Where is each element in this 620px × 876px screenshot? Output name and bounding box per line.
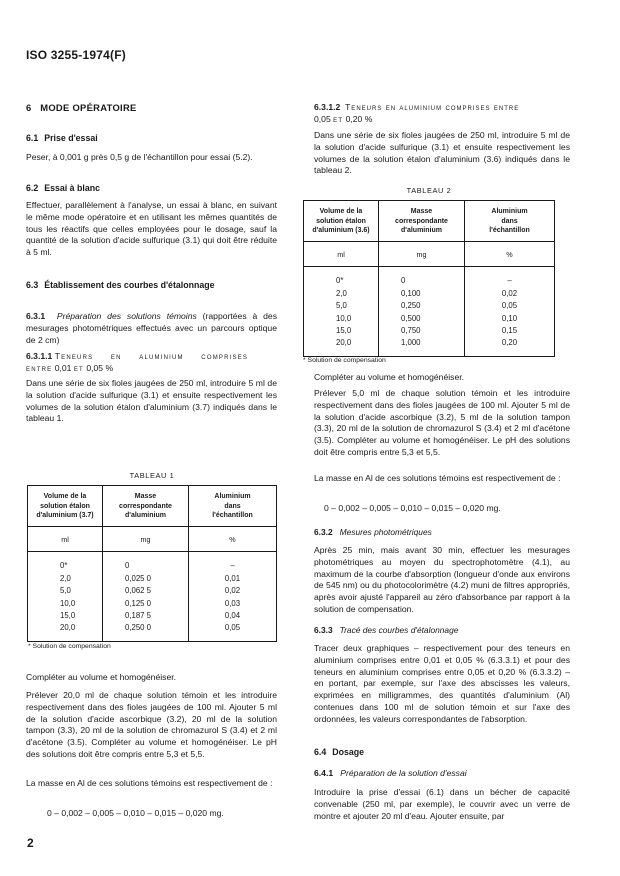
table-cell: 0,500 xyxy=(401,313,421,323)
right-masse-text: La masse en Al de ces solutions témoins est respectivement de : xyxy=(314,473,561,483)
table-cell: 0 xyxy=(125,561,130,571)
section-6-3-1-text xyxy=(26,311,277,346)
right-complete-text: Compléter au volume et homogénéiser. xyxy=(314,372,464,382)
section-title: Teneurs en aluminium comprises entre xyxy=(345,102,520,112)
table-cell: 15,0 xyxy=(336,326,352,335)
title-part: 0,05 xyxy=(314,113,334,124)
table-cell: 0,250 xyxy=(401,301,421,311)
table-cell: 0,04 xyxy=(224,611,241,620)
section-number: 6.3.1 xyxy=(26,311,46,321)
section-number: 6.3.1.1 xyxy=(26,351,53,361)
table-2-header-mass: Masse correspondante d'aluminium xyxy=(379,201,465,242)
page-number: 2 xyxy=(27,836,34,850)
table-cell: 0,750 xyxy=(401,326,421,335)
section-6-2-text: Effectuer, parallèlement à l'analyse, un essai à blanc, en suivant le même mode opératoire et en utilisant les mêmes quantités de tous les réactifs que celles employées pour le dosage, sauf la quantité de la solution d'acide sulfurique (3.1) qui doit être réduite à 5 ml. xyxy=(26,200,277,258)
table-cell: 5,0 xyxy=(336,301,347,311)
section-6-3-1-2-heading xyxy=(314,102,570,126)
table-2-body xyxy=(304,267,555,356)
table-cell: 20,0 xyxy=(336,338,352,348)
left-prelever-text: Prélever 20,0 ml de chaque solution témoin et les introduire respectivement dans des fioles jaugées de 100 ml. Ajouter 5 ml de la solution d'acide ascorbique (3.2), 20 ml de la solution tampon (3.3), 20 ml de la solution de chromazurol S (3.4) et 2 ml d'acétone (3.5). Compléter au volume et homogénéiser. Le pH des solutions doit être compris entre 5,3 et 5,5. xyxy=(26,690,277,759)
section-title: Établissement des courbes d'étalonnage xyxy=(44,280,215,290)
table-1-col-mass xyxy=(103,552,189,641)
table-cell: 2,0 xyxy=(336,288,347,298)
table-1-col-aluminium xyxy=(189,552,277,641)
section-title: Teneurs en aluminium comprises xyxy=(54,351,249,361)
title-part: et xyxy=(333,113,344,124)
section-6-3-3-heading xyxy=(314,625,458,637)
table-1-header-mass: Masse correspondante d'aluminium xyxy=(103,486,189,527)
table-2-header-volume: Volume de la solution étalon d'aluminium (3.6) xyxy=(304,201,379,242)
table-cell: 0,20 xyxy=(501,338,518,348)
section-number: 6.4.1 xyxy=(314,768,334,778)
unit-cell: mg xyxy=(103,526,189,552)
table-cell: – xyxy=(507,276,512,286)
section-title: Mesures photométriques xyxy=(339,527,432,537)
section-number: 6.3.3 xyxy=(314,625,333,635)
section-number: 6 xyxy=(26,102,32,113)
table-1-col-volume xyxy=(28,552,103,641)
unit-cell: ml xyxy=(304,241,379,267)
title-part: 0,05 % xyxy=(83,362,114,373)
left-formula: 0 – 0,002 – 0,005 – 0,010 – 0,015 – 0,020 mg. xyxy=(47,808,224,818)
left-complete-text: Compléter au volume et homogénéiser. xyxy=(26,672,176,682)
table-cell: 0,250 0 xyxy=(125,623,152,633)
title-part: 0,20 % xyxy=(343,113,373,124)
section-number: 6.3.2 xyxy=(314,527,333,537)
section-6-4-heading xyxy=(314,747,364,759)
right-prelever-text: Prélever 5,0 ml de chaque solution témoin et les introduire respectivement dans des fioles jaugées de 100 ml. Ajouter 5 ml de la solution d'acide ascorbique (3.2), 5 ml de la solution tampon (3.3), 20 ml de la solution de chromazurol S (3.4) et 2 ml d'acétone (3.5). Compléter au volume et homogénéiser. Le pH des solutions doit être compris entre 5,3 et 5,5. xyxy=(314,388,570,457)
table-cell: 1,000 xyxy=(401,338,421,348)
table-cell: 0,125 0 xyxy=(125,598,152,608)
table-cell: 0,025 0 xyxy=(125,573,152,583)
title-part: et xyxy=(73,362,84,373)
table-2-caption: TABLEAU 2 xyxy=(406,186,452,195)
table-1-body xyxy=(28,552,277,641)
table-cell: 0,10 xyxy=(501,313,518,323)
table-cell: 0,02 xyxy=(501,288,518,298)
table-1-units-row xyxy=(28,526,277,552)
section-title: Dosage xyxy=(332,747,365,757)
table-cell: 0,02 xyxy=(224,586,241,596)
table-1-header-volume: Volume de la solution étalon d'aluminium (3.7) xyxy=(28,486,103,527)
section-6-3-2-text: Après 25 min, mais avant 30 min, effectuer les mesurages photométriques au moyen du spectrophotomètre (4.1), au maximum de la courbe d'absorption (longueur d'onde aux environs de 545 nm) ou du photocolorimètre (4.2) muni de filtres appropriés, après avoir ajusté l'appareil au zéro d'absorbance par rapport à la solution de compensation. xyxy=(314,545,570,614)
section-6-1-heading xyxy=(26,133,98,145)
title-part: 0,01 xyxy=(52,362,74,373)
table-cell: 0,03 xyxy=(224,598,241,608)
table-1-caption: TABLEAU 1 xyxy=(129,471,175,480)
section-number: 6.1 xyxy=(26,133,39,143)
table-2 xyxy=(303,200,555,357)
section-number: 6.4 xyxy=(314,747,327,757)
section-6-3-1-1-heading xyxy=(26,351,277,375)
unit-cell: % xyxy=(189,526,277,552)
section-6-3-1-2-text: Dans une série de six fioles jaugées de 250 ml, introduire 5 ml de la solution d'acide sulfurique (3.1) et ensuite respectivement les volumes de la solution étalon d'aluminium (3.6) indiqués dans le tableau 2. xyxy=(314,130,570,176)
table-cell: 10,0 xyxy=(336,313,352,323)
table-cell: 5,0 xyxy=(60,586,71,596)
table-1 xyxy=(27,485,277,642)
table-cell: 2,0 xyxy=(60,573,71,583)
right-formula: 0 – 0,002 – 0,005 – 0,010 – 0,015 – 0,020 mg. xyxy=(324,503,501,513)
section-title: Préparation de la solution d'essai xyxy=(340,768,467,778)
table-cell: – xyxy=(230,561,235,571)
table-2-col-aluminium xyxy=(465,267,555,356)
table-cell: 0,062 5 xyxy=(125,586,152,596)
table-2-col-mass xyxy=(379,267,465,356)
section-rest: (rapportées à des mesurages photométriques effectués avec un parcours optique de 2 cm) xyxy=(26,311,277,345)
table-cell: 0* xyxy=(336,276,344,286)
table-cell: 0,05 xyxy=(224,623,241,633)
section-6-heading xyxy=(26,102,137,114)
table-cell: 0 xyxy=(401,276,406,286)
table-cell: 15,0 xyxy=(60,611,76,620)
table-2-col-volume xyxy=(304,267,379,356)
section-6-3-1-1-text: Dans une série de six fioles jaugées de 250 ml, introduire 5 ml de la solution d'acide sulfurique (3.1) et ensuite respectivement les volumes de la solution étalon d'aluminium (3.7) indiqués dans le tableau 1. xyxy=(26,378,277,424)
section-title: Préparation des solutions témoins xyxy=(56,311,197,321)
section-6-2-heading xyxy=(26,183,100,195)
table-cell: 0,05 xyxy=(501,301,518,311)
section-number: 6.3.1.2 xyxy=(314,102,341,112)
table-2-header-aluminium: Aluminium dans l'échantillon xyxy=(489,208,530,235)
table-1-footnote: * Solution de compensation xyxy=(28,643,111,650)
unit-cell: % xyxy=(465,241,555,267)
section-title: Essai à blanc xyxy=(44,183,100,193)
section-number: 6.3 xyxy=(26,280,39,290)
table-cell: 20,0 xyxy=(60,623,76,633)
table-cell: 0* xyxy=(60,561,68,571)
unit-cell: ml xyxy=(28,526,103,552)
section-6-3-2-heading xyxy=(314,527,432,539)
section-6-1-text: Peser, à 0,001 g près 0,5 g de l'échantillon pour essai (5.2). xyxy=(26,152,253,162)
document-id: ISO 3255-1974(F) xyxy=(26,48,126,62)
section-title: MODE OPÉRATOIRE xyxy=(40,102,137,113)
table-2-units-row xyxy=(304,241,555,267)
section-6-3-heading xyxy=(26,280,215,292)
section-6-4-1-heading xyxy=(314,768,467,780)
unit-cell: mg xyxy=(379,241,465,267)
table-2-footnote: * Solution de compensation xyxy=(303,357,386,364)
section-6-4-1-text: Introduire la prise d'essai (6.1) dans un bécher de capacité convenable (250 ml, par exemple), le couvrir avec un verre de montre et ajouter 20 ml d'eau. Ajouter ensuite, par xyxy=(314,787,570,821)
left-masse-text: La masse en Al de ces solutions témoins est respectivement de : xyxy=(26,778,273,788)
table-1-header-aluminium: Aluminium dans l'échantillon xyxy=(212,493,253,520)
table-cell: 0,100 xyxy=(401,288,421,298)
section-6-3-3-text: Tracer deux graphiques – respectivement pour des teneurs en aluminium comprises entre 0,01 et 0,05 % (6.3.3.1) et pour des teneurs en aluminium comprises entre 0,05 et 0,20 % (6.3.3.2) – en portant, par exemple, sur l'axe des abscisses les valeurs, exprimées en milligrammes, des quantités d'aluminium (Al) contenues dans 100 ml de solution témoin et sur l'axe des ordonnées, les valeurs correspondantes de l'absorption. xyxy=(314,643,570,724)
table-cell: 10,0 xyxy=(60,598,76,608)
section-number: 6.2 xyxy=(26,183,39,193)
section-title: Prise d'essai xyxy=(44,133,98,143)
title-part: entre xyxy=(26,362,53,373)
section-title: Tracé des courbes d'étalonnage xyxy=(339,625,459,635)
table-cell: 0,15 xyxy=(501,326,518,335)
table-cell: 0,187 5 xyxy=(125,611,152,620)
table-cell: 0,01 xyxy=(224,573,241,583)
